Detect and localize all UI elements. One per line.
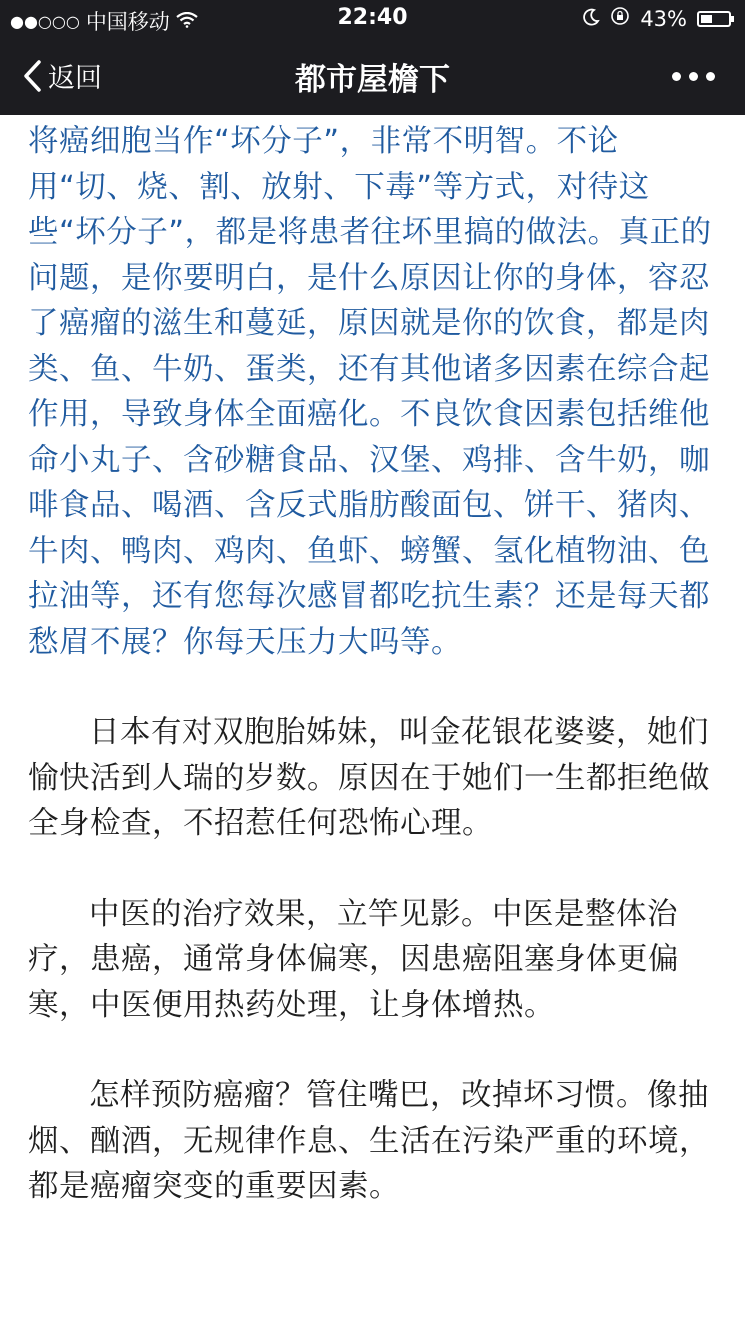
more-dot <box>672 72 681 81</box>
carrier-name: 中国移动 <box>85 10 170 34</box>
article-body <box>28 119 720 1210</box>
battery-fill <box>701 15 712 23</box>
signal-strength: ●●○○○ <box>10 11 80 31</box>
more-dot <box>706 72 715 81</box>
battery-icon <box>697 11 731 27</box>
page-title: 都市屋檐下 <box>295 62 450 98</box>
rotation-lock-icon <box>610 6 630 31</box>
paragraph-spacer <box>28 1028 720 1073</box>
status-bar <box>0 0 745 38</box>
moon-icon <box>582 7 600 31</box>
paragraph-spacer <box>28 847 720 892</box>
article-paragraph: 日本有对双胞胎姊妹，叫金花银花婆婆，她们愉快活到人瑞的岁数。原因在于她们一生都拒绝做全身检查，不招惹任何恐怖心理。 <box>28 715 710 841</box>
top-bar <box>0 0 745 115</box>
navigation-bar <box>0 38 745 115</box>
more-dot <box>689 72 698 81</box>
battery-percent: 43% <box>640 6 687 31</box>
paragraph-spacer <box>28 665 720 710</box>
status-right <box>582 6 731 31</box>
back-label: 返回 <box>48 63 102 94</box>
highlighted-paragraph: 将癌细胞当作“坏分子”，非常不明智。不论用“切、烧、割、放射、下毒”等方式，对待这些“坏分子”，都是将患者往坏里搞的做法。真正的问题，是你要明白，是什么原因让你的身体，容忍了癌瘤的滋生和蔓延，原因就是你的饮食，都是肉类、鱼、牛奶、蛋类，还有其他诸多因素在综合起作用，导致身体全面癌化。不良饮食因素包括维他命小丸子、含砂糖食品、汉堡、鸡排、含牛奶，咖啡食品、喝酒、含反式脂肪酸面包、饼干、猪肉、牛肉、鸭肉、鸡肉、鱼虾、螃蟹、氢化植物油、色拉油等，还有您每次感冒都吃抗生素？还是每天都愁眉不展？你每天压力大吗等。 <box>28 124 712 660</box>
status-time: 22:40 <box>337 5 408 30</box>
article-paragraph: 中医的治疗效果，立竿见影。中医是整体治疗，患癌，通常身体偏寒，因患癌阻塞身体更偏寒，中医便用热药处理，让身体增热。 <box>28 896 679 1023</box>
more-icon[interactable] <box>672 72 715 81</box>
article-paragraph: 怎样预防癌瘤？管住嘴巴，改掉坏习惯。像抽烟、酗酒，无规律作息、生活在污染严重的环境，都是癌瘤突变的重要因素。 <box>28 1078 710 1204</box>
